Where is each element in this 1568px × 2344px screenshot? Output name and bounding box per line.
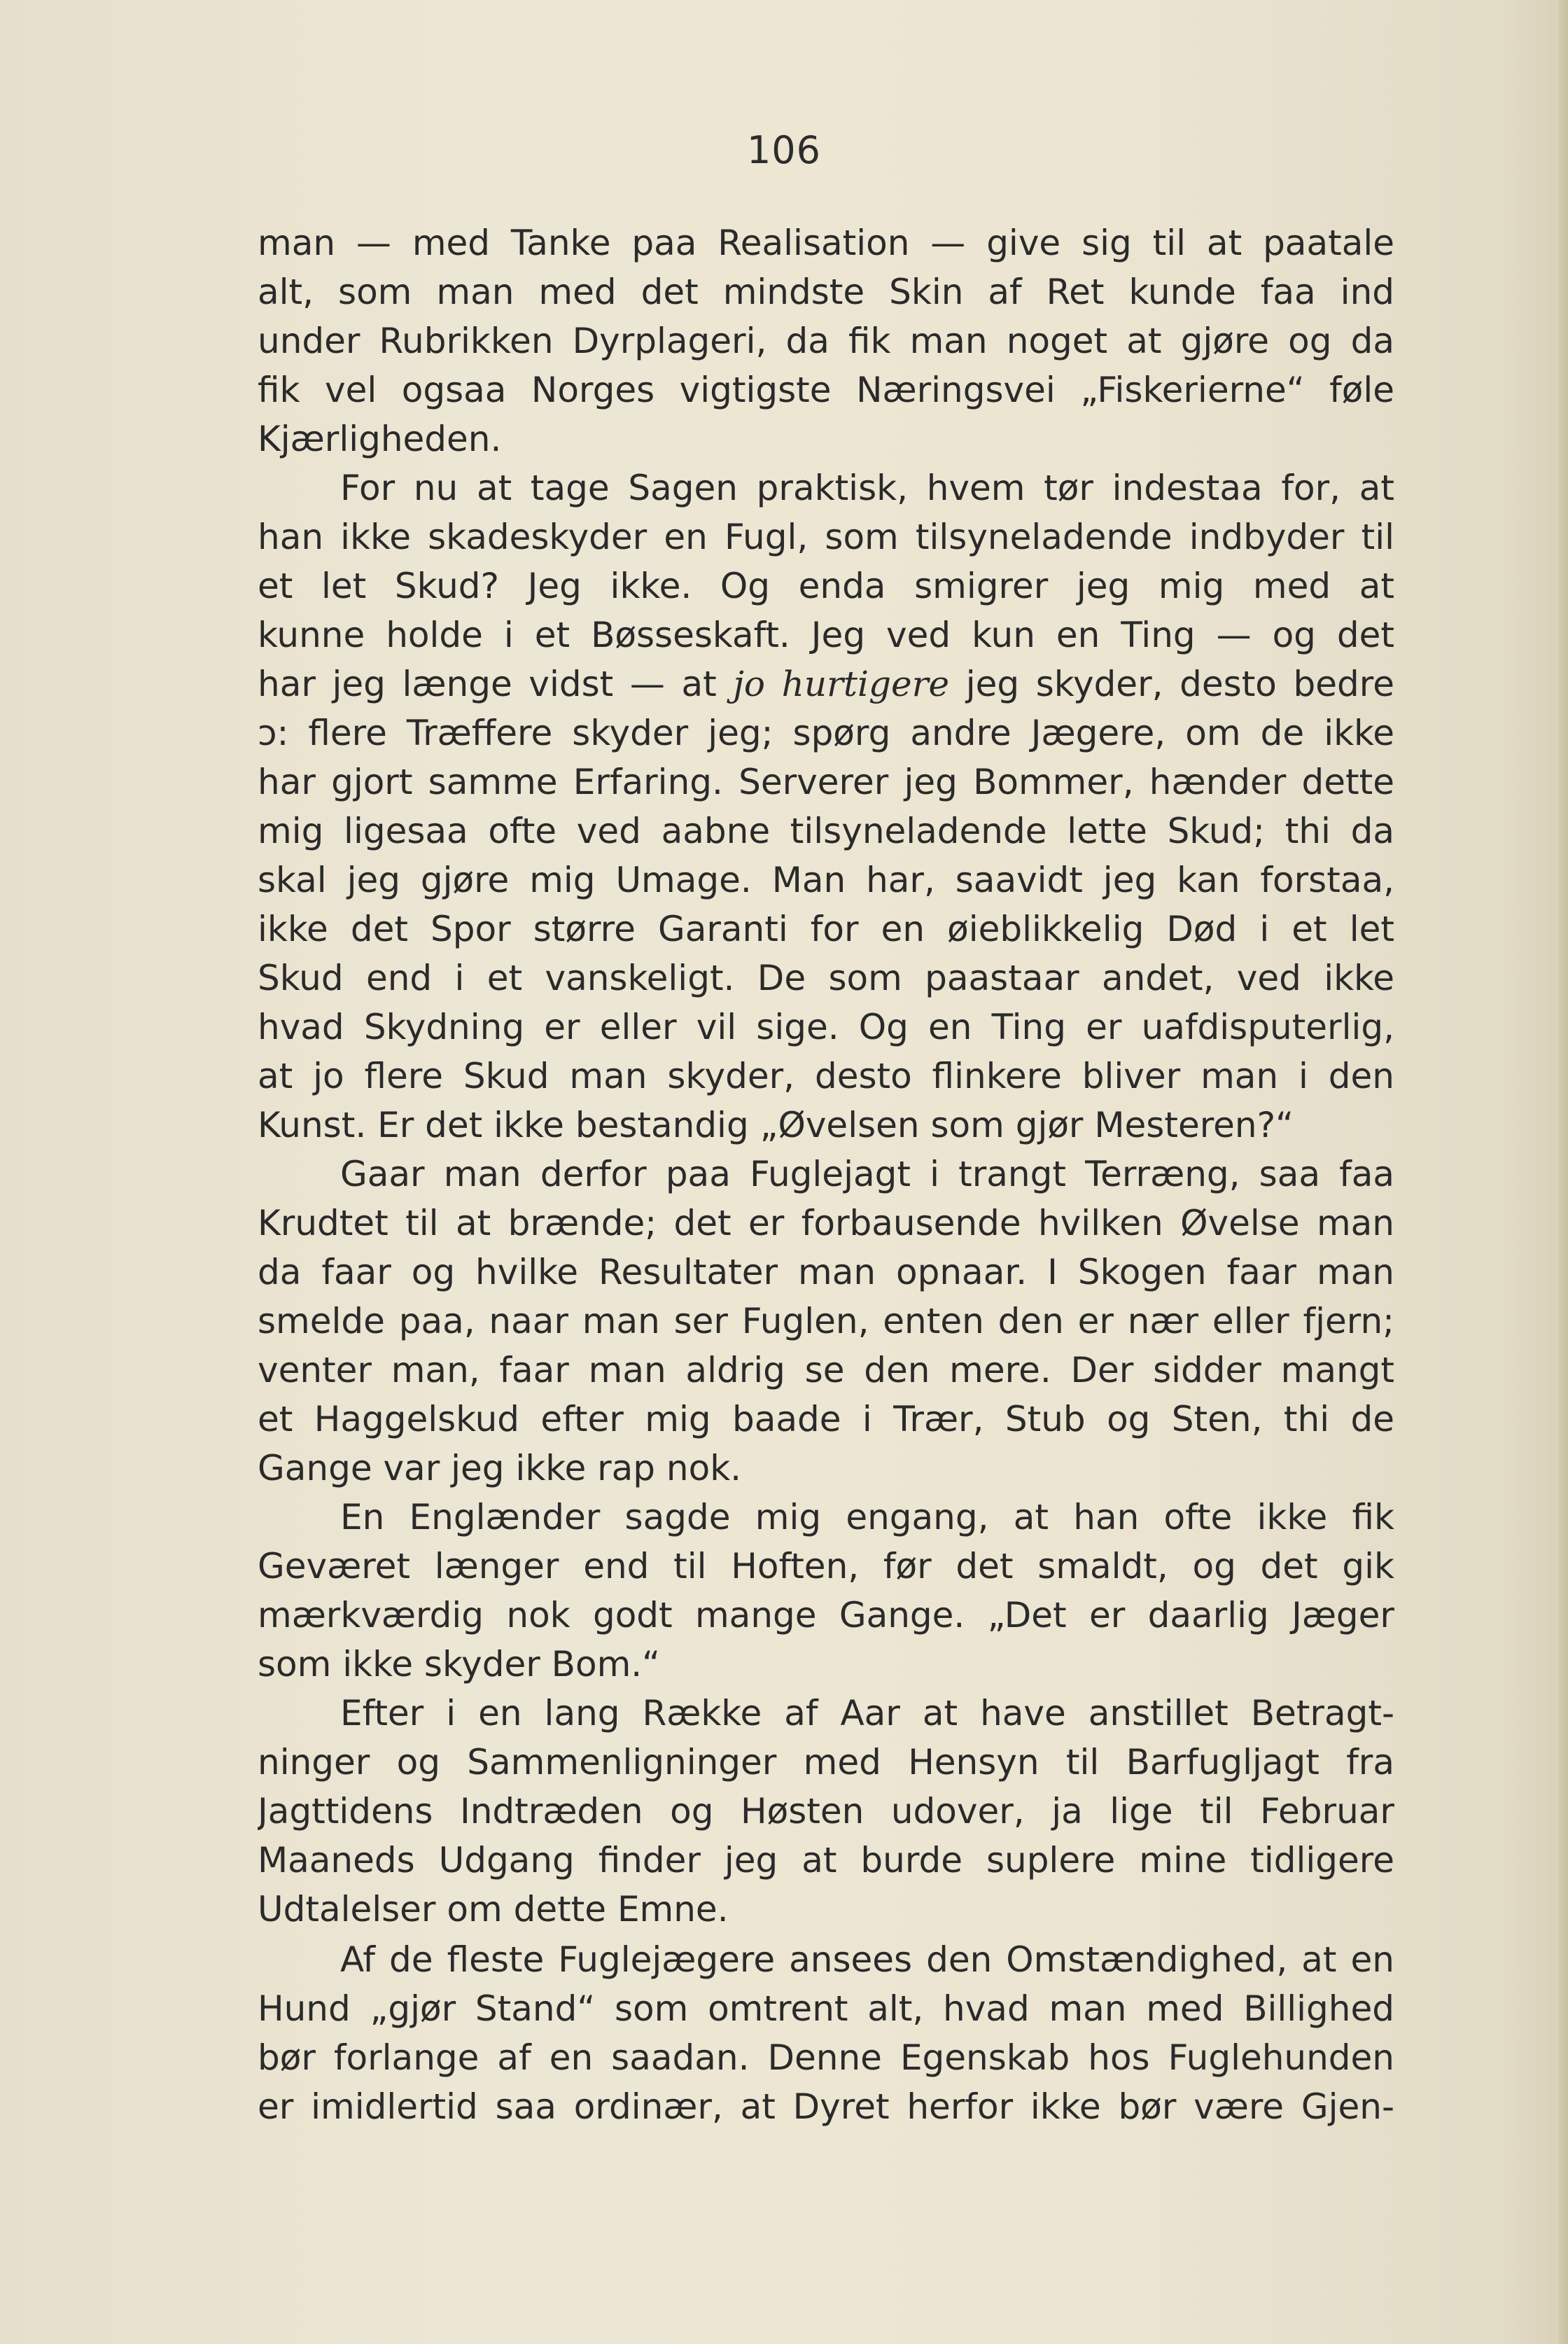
text-line: mærkværdig nok godt mange Gange. „Det er daarlig Jæger [258, 1595, 1394, 1635]
text-line: Geværet længer end til Hoften, før det smaldt, og det gik [258, 1546, 1394, 1586]
text-line: hvad Skydning er eller vil sige. Og en Ting er uafdisputerlig, [258, 1007, 1394, 1047]
text-line: mig ligesaa ofte ved aabne tilsyneladende lette Skud; thi da [258, 811, 1394, 851]
text-line: Kunst. Er det ikke bestandig „Øvelsen som gjør Mesteren?“ [258, 1105, 1294, 1145]
text-line: et Haggelskud efter mig baade i Trær, Stub og Sten, thi de [258, 1399, 1394, 1439]
text-line: har gjort samme Erfaring. Serverer jeg Bommer, hænder dette [258, 762, 1394, 802]
text-line: fik vel ogsaa Norges vigtigste Næringsvei „Fiskerierne“ føle [258, 370, 1394, 410]
page-edge [1558, 0, 1568, 2344]
text-line: at jo flere Skud man skyder, desto flinkere bliver man i den [258, 1056, 1394, 1096]
text-line: Efter i en lang Række af Aar at have anstillet Betragt- [340, 1693, 1394, 1733]
text-line: En Englænder sagde mig engang, at han ofte ikke fik [340, 1497, 1394, 1537]
text-line: Gange var jeg ikke rap nok. [258, 1448, 742, 1488]
text-line: Kjærligheden. [258, 419, 502, 459]
text-line: han ikke skadeskyder en Fugl, som tilsyneladende indbyder til [258, 517, 1394, 557]
text-line: et let Skud? Jeg ikke. Og enda smigrer jeg mig med at [258, 566, 1394, 606]
text-line: Gaar man derfor paa Fuglejagt i trangt Terræng, saa faa [340, 1154, 1394, 1194]
text-line: Skud end i et vanskeligt. De som paastaar andet, ved ikke [258, 958, 1394, 998]
text-line: ɔ: flere Træffere skyder jeg; spørg andre Jægere, om de ikke [258, 713, 1394, 753]
page-number: 106 [746, 128, 822, 172]
text-line: skal jeg gjøre mig Umage. Man har, saavidt jeg kan forstaa, [258, 860, 1394, 900]
text-line: da faar og hvilke Resultater man opnaar. I Skogen faar man [258, 1252, 1394, 1292]
text-line: Udtalelser om dette Emne. [258, 1889, 729, 1930]
text-line: For nu at tage Sagen praktisk, hvem tør indestaa for, at [340, 468, 1394, 508]
text-line: Hund „gjør Stand“ som omtrent alt, hvad man med Billighed [258, 1988, 1394, 2029]
text-segment: jeg skyder, desto bedre [949, 664, 1394, 704]
text-line: smelde paa, naar man ser Fuglen, enten den er nær eller fjern; [258, 1301, 1394, 1341]
text-line [258, 660, 1394, 709]
text-line: som ikke skyder Bom.“ [258, 1644, 661, 1684]
text-line: ikke det Spor større Garanti for en øieblikkelig Død i et let [258, 909, 1394, 949]
text-line: alt, som man med det mindste Skin af Ret kunde faa ind [258, 272, 1394, 312]
text-line: kunne holde i et Bøsseskaft. Jeg ved kun en Ting — og det [258, 615, 1394, 655]
text-line: bør forlange af en saadan. Denne Egenskab hos Fuglehunden [258, 2037, 1394, 2078]
text-line: Krudtet til at brænde; det er forbausende hvilken Øvelse man [258, 1203, 1394, 1243]
text-line: Jagttidens Indtræden og Høsten udover, ja lige til Februar [258, 1791, 1394, 1832]
emphasis-text: jo hurtigere [733, 664, 950, 704]
text-line: ninger og Sammenligninger med Hensyn til Barfugljagt fra [258, 1742, 1394, 1783]
text-line: er imidlertid saa ordinær, at Dyret herfor ikke bør være Gjen- [258, 2086, 1394, 2127]
text-segment: har jeg længe vidst — at [258, 664, 734, 704]
body-text [258, 218, 1394, 2131]
text-line: Af de fleste Fuglejægere ansees den Omstændighed, at en [340, 1939, 1394, 1980]
text-line: under Rubrikken Dyrplageri, da fik man noget at gjøre og da [258, 321, 1394, 361]
text-line: venter man, faar man aldrig se den mere. Der sidder mangt [258, 1350, 1394, 1390]
text-line: Maaneds Udgang finder jeg at burde suplere mine tidligere [258, 1840, 1394, 1881]
text-line: man — med Tanke paa Realisation — give sig til at paatale [258, 223, 1394, 263]
